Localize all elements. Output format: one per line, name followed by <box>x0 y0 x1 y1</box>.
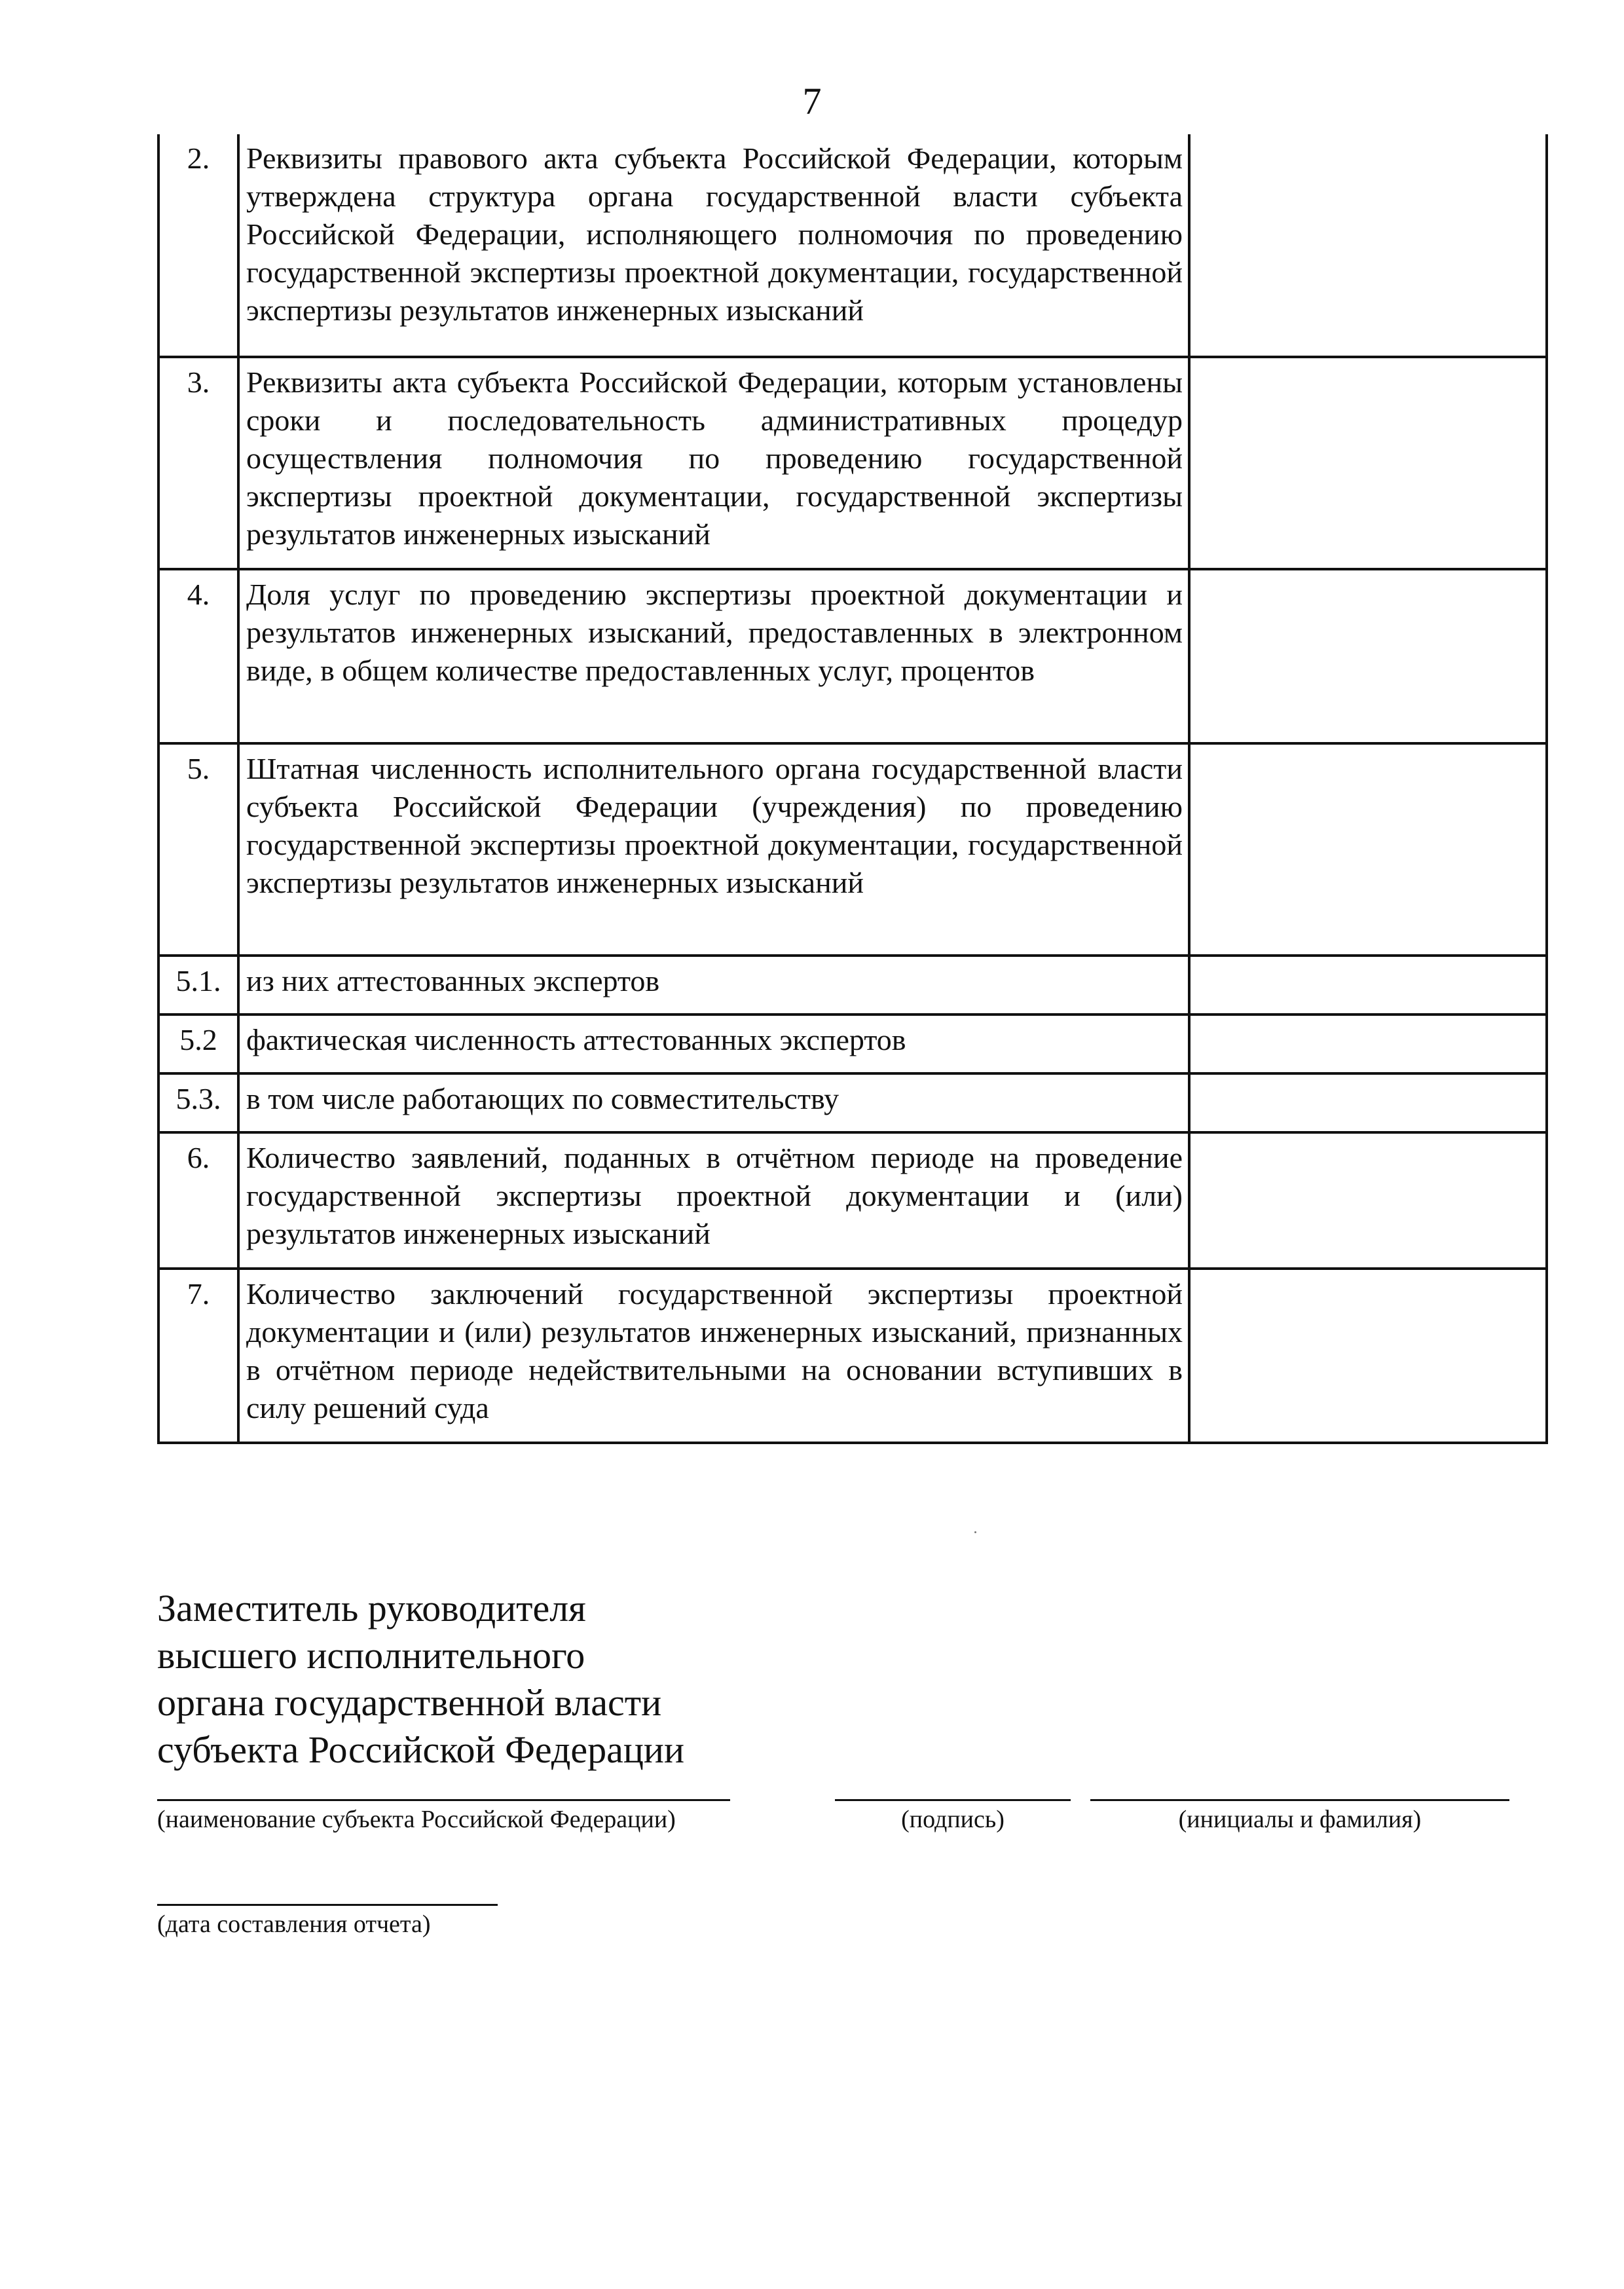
row-number: 5.3. <box>158 1073 238 1132</box>
row-number: 5.1. <box>158 956 238 1014</box>
signature-field <box>835 1799 1071 1835</box>
row-value-cell <box>1189 1132 1547 1269</box>
row-indicator: в том числе работающих по совместительству <box>238 1073 1189 1132</box>
initials-caption: (инициалы и фамилия) <box>1178 1806 1422 1833</box>
subject-name-caption: (наименование субъекта Российской Федерации) <box>157 1806 676 1833</box>
signature-title-line: Заместитель руководителя <box>157 1587 586 1629</box>
initials-field <box>1090 1799 1509 1835</box>
signature-title-line: высшего исполнительного <box>157 1634 585 1677</box>
row-indicator: Штатная численность исполнительного органа государственной власти субъекта Российской Федерации (учреждения) по проведению государственной экспертизы проектной документации, государственной экспертизы результатов инженерных изысканий <box>238 743 1189 956</box>
table-row-6 <box>158 1132 1547 1269</box>
row-value-cell <box>1189 134 1547 357</box>
report-date-caption: (дата составления отчета) <box>157 1910 431 1938</box>
signature-caption: (подпись) <box>901 1806 1005 1833</box>
scan-speck <box>974 1531 976 1533</box>
signature-title <box>157 1585 684 1774</box>
row-value-cell <box>1189 1073 1547 1132</box>
row-indicator: фактическая численность аттестованных экспертов <box>238 1014 1189 1073</box>
page-number: 7 <box>802 80 822 122</box>
row-value-cell <box>1189 743 1547 956</box>
row-value-cell <box>1189 569 1547 743</box>
row-indicator: из них аттестованных экспертов <box>238 956 1189 1014</box>
row-value-cell <box>1189 357 1547 569</box>
signature-title-line: органа государственной власти <box>157 1681 662 1724</box>
row-indicator: Реквизиты акта субъекта Российской Федерации, которым установлены сроки и последовательность административных процедур осуществления полномочия по проведению государственной экспертизы проектной документации, государственной экспертизы результатов инженерных изысканий <box>238 357 1189 569</box>
row-indicator: Реквизиты правового акта субъекта Российской Федерации, которым утверждена структура органа государственной власти субъекта Российской Федерации, исполняющего полномочия по проведению государственной экспертизы проектной документации, государственной экспертизы результатов инженерных изысканий <box>238 134 1189 357</box>
row-number: 5.2 <box>158 1014 238 1073</box>
table-row-5 <box>158 743 1547 956</box>
row-value-cell <box>1189 956 1547 1014</box>
row-value-cell <box>1189 1269 1547 1443</box>
table-row-3 <box>158 357 1547 569</box>
row-number: 4. <box>158 569 238 743</box>
signature-title-line: субъекта Российской Федерации <box>157 1728 684 1771</box>
table-row-2 <box>158 134 1547 357</box>
report-table <box>157 134 1548 1444</box>
row-number: 2. <box>158 134 238 357</box>
table-row-5-2 <box>158 1014 1547 1073</box>
row-indicator: Количество заключений государственной экспертизы проектной документации и (или) результатов инженерных изысканий, признанных в отчётном периоде недействительными на основании вступивших в силу решений суда <box>238 1269 1189 1443</box>
row-indicator: Количество заявлений, поданных в отчётном периоде на проведение государственной экспертизы проектной документации и (или) результатов инженерных изысканий <box>238 1132 1189 1269</box>
row-value-cell <box>1189 1014 1547 1073</box>
report-date-field <box>157 1904 498 1940</box>
row-number: 3. <box>158 357 238 569</box>
table-row-7 <box>158 1269 1547 1443</box>
subject-name-field <box>157 1799 730 1835</box>
row-number: 7. <box>158 1269 238 1443</box>
table-row-4 <box>158 569 1547 743</box>
row-number: 6. <box>158 1132 238 1269</box>
row-number: 5. <box>158 743 238 956</box>
row-indicator: Доля услуг по проведению экспертизы проектной документации и результатов инженерных изысканий, предоставленных в электронном виде, в общем количестве предоставленных услуг, процентов <box>238 569 1189 743</box>
table-row-5-3 <box>158 1073 1547 1132</box>
table-row-5-1 <box>158 956 1547 1014</box>
